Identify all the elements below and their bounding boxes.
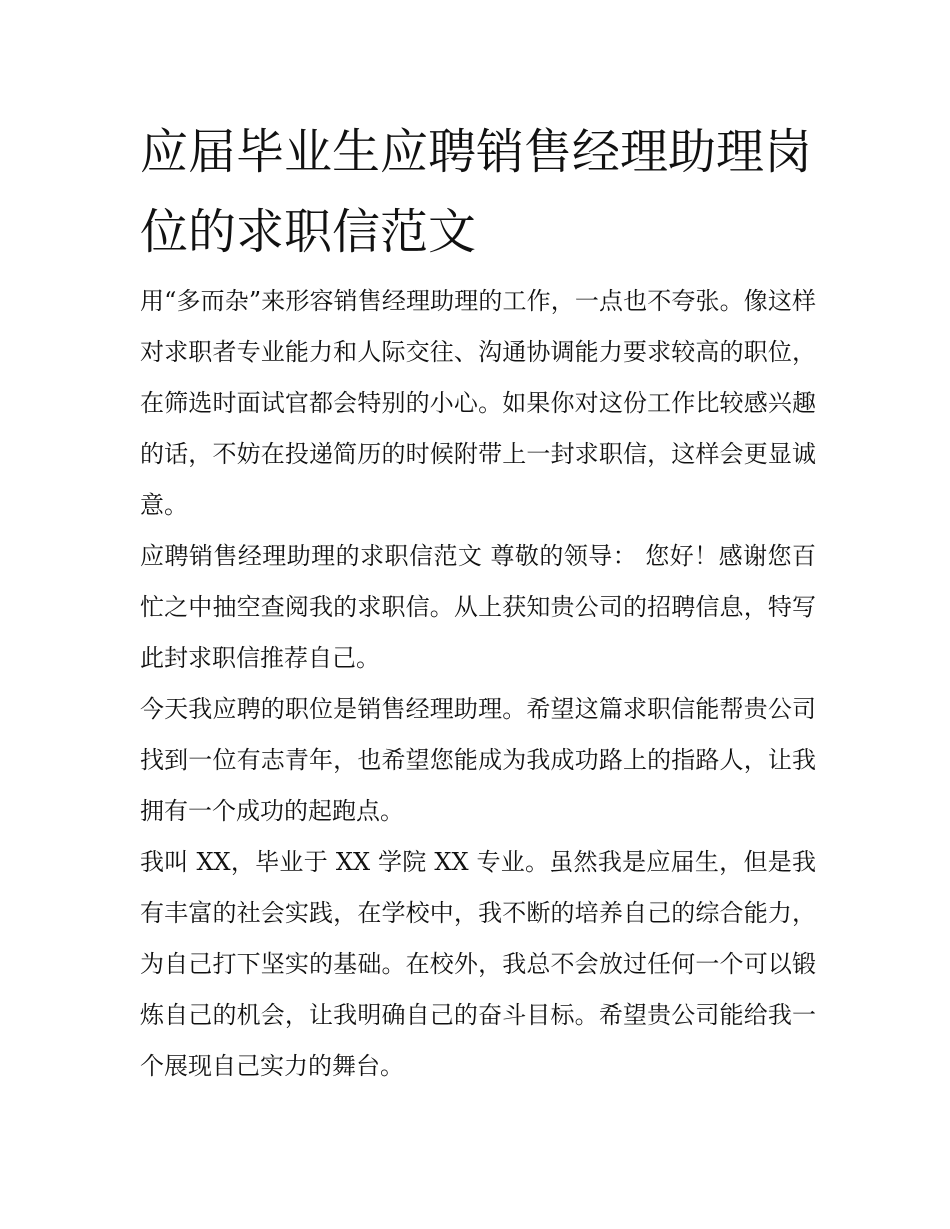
paragraph-self-intro: 我叫 XX，毕业于 XX 学院 XX 专业。虽然我是应届生，但是我有丰富的社会实践，在学校中，我不断的培养自己的综合能力，为自己打下坚实的基础。在校外，我总不会放过任何一个可以锻炼自己的机会，让我明确自己的奋斗目标。希望贵公司能给我一个展现自己实力的舞台。 [140, 848, 816, 1080]
paragraph-intro: 用“多而杂”来形容销售经理助理的工作，一点也不夸张。像这样对求职者专业能力和人际交往、沟通协调能力要求较高的职位，在筛选时面试官都会特别的小心。如果你对这份工作比较感兴趣的话，不妨在投递简历的时候附带上一封求职信，这样会更显诚意。 [140, 287, 816, 519]
document-body [140, 276, 816, 1092]
paragraph-position: 今天我应聘的职位是销售经理助理。希望这篇求职信能帮贵公司找到一位有志青年，也希望您能成为我成功路上的指路人，让我拥有一个成功的起跑点。 [140, 695, 816, 825]
paragraph-greeting: 应聘销售经理助理的求职信范文 尊敬的领导： 您好！感谢您百忙之中抽空查阅我的求职信。从上获知贵公司的招聘信息，特写此封求职信推荐自己。 [140, 542, 816, 672]
document-title: 应届毕业生应聘销售经理助理岗位的求职信范文 [140, 124, 813, 260]
